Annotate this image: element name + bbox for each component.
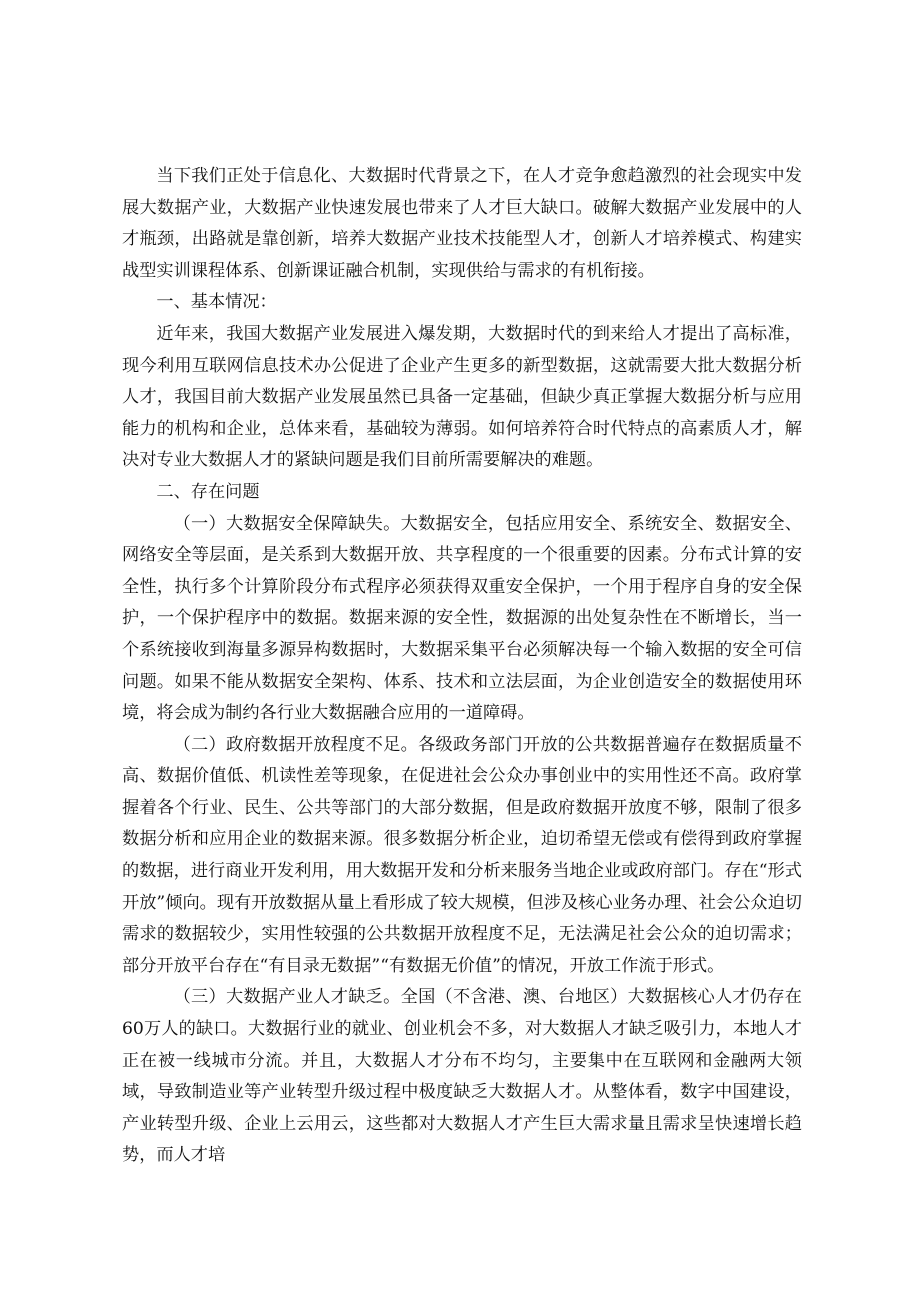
problem-paragraph-talent-shortage: （三）大数据产业人才缺乏。全国（不含港、澳、台地区）大数据核心人才仍存在60万人的缺口。大数据行业的就业、创业机会不多，对大数据人才缺乏吸引力，本地人才正在被一线城市分流。并且，大数据人才分布不均匀，主要集中在互联网和金融两大领域，导致制造业等产业转型升级过程中极度缺乏大数据人才。从整体看，数字中国建设，产业转型升级、企业上云用云，这些都对大数据人才产生巨大需求量且需求呈快速增长趋势，而人才培 [122, 987, 802, 1166]
section-heading-basic-situation: 一、基本情况： [156, 292, 277, 313]
intro-paragraph: 当下我们正处于信息化、大数据时代背景之下，在人才竞争愈趋激烈的社会现实中发展大数据产业，大数据产业快速发展也带来了人才巨大缺口。破解大数据产业发展中的人才瓶颈，出路就是靠创新，培养大数据产业技术技能型人才，创新人才培养模式、构建实战型实训课程体系、创新课证融合机制，实现供给与需求的有机衔接。 [122, 166, 802, 281]
document-body [122, 161, 802, 1172]
section-heading-existing-problems: 二、存在问题 [156, 481, 260, 502]
problem-paragraph-government-data: （二）政府数据开放程度不足。各级政务部门开放的公共数据普遍存在数据质量不高、数据价值低、机读性差等现象，在促进社会公众办事创业中的实用性还不高。政府掌握着各个行业、民生、公共等部门的大部分数据，但是政府数据开放度不够，限制了很多数据分析和应用企业的数据来源。很多数据分析企业，迫切希望无偿或有偿得到政府掌握的数据，进行商业开发利用，用大数据开发和分析来服务当地企业或政府部门。存在“形式开放”倾向。现有开放数据从量上看形成了较大规模，但涉及核心业务办理、社会公众迫切需求的数据较少，实用性较强的公共数据开放程度不足，无法满足社会公众的迫切需求；部分开放平台存在“有目录无数据”“有数据无价值”的情况，开放工作流于形式。 [122, 734, 802, 976]
problem-paragraph-security: （一）大数据安全保障缺失。大数据安全，包括应用安全、系统安全、数据安全、网络安全等层面，是关系到大数据开放、共享程度的一个很重要的因素。分布式计算的安全性，执行多个计算阶段分布式程序必须获得双重安全保护，一个用于程序自身的安全保护，一个保护程序中的数据。数据来源的安全性，数据源的出处复杂性在不断增长，当一个系统接收到海量多源异构数据时，大数据采集平台必须解决每一个输入数据的安全可信问题。如果不能从数据安全架构、体系、技术和立法层面，为企业创造安全的数据使用环境，将会成为制约各行业大数据融合应用的一道障碍。 [122, 513, 802, 724]
basic-situation-paragraph: 近年来，我国大数据产业发展进入爆发期，大数据时代的到来给人才提出了高标准，现今利用互联网信息技术办公促进了企业产生更多的新型数据，这就需要大批大数据分析人才，我国目前大数据产业发展虽然已具备一定基础，但缺少真正掌握大数据分析与应用能力的机构和企业，总体来看，基础较为薄弱。如何培养符合时代特点的高素质人才，解决对专业大数据人才的紧缺问题是我们目前所需要解决的难题。 [122, 323, 802, 471]
